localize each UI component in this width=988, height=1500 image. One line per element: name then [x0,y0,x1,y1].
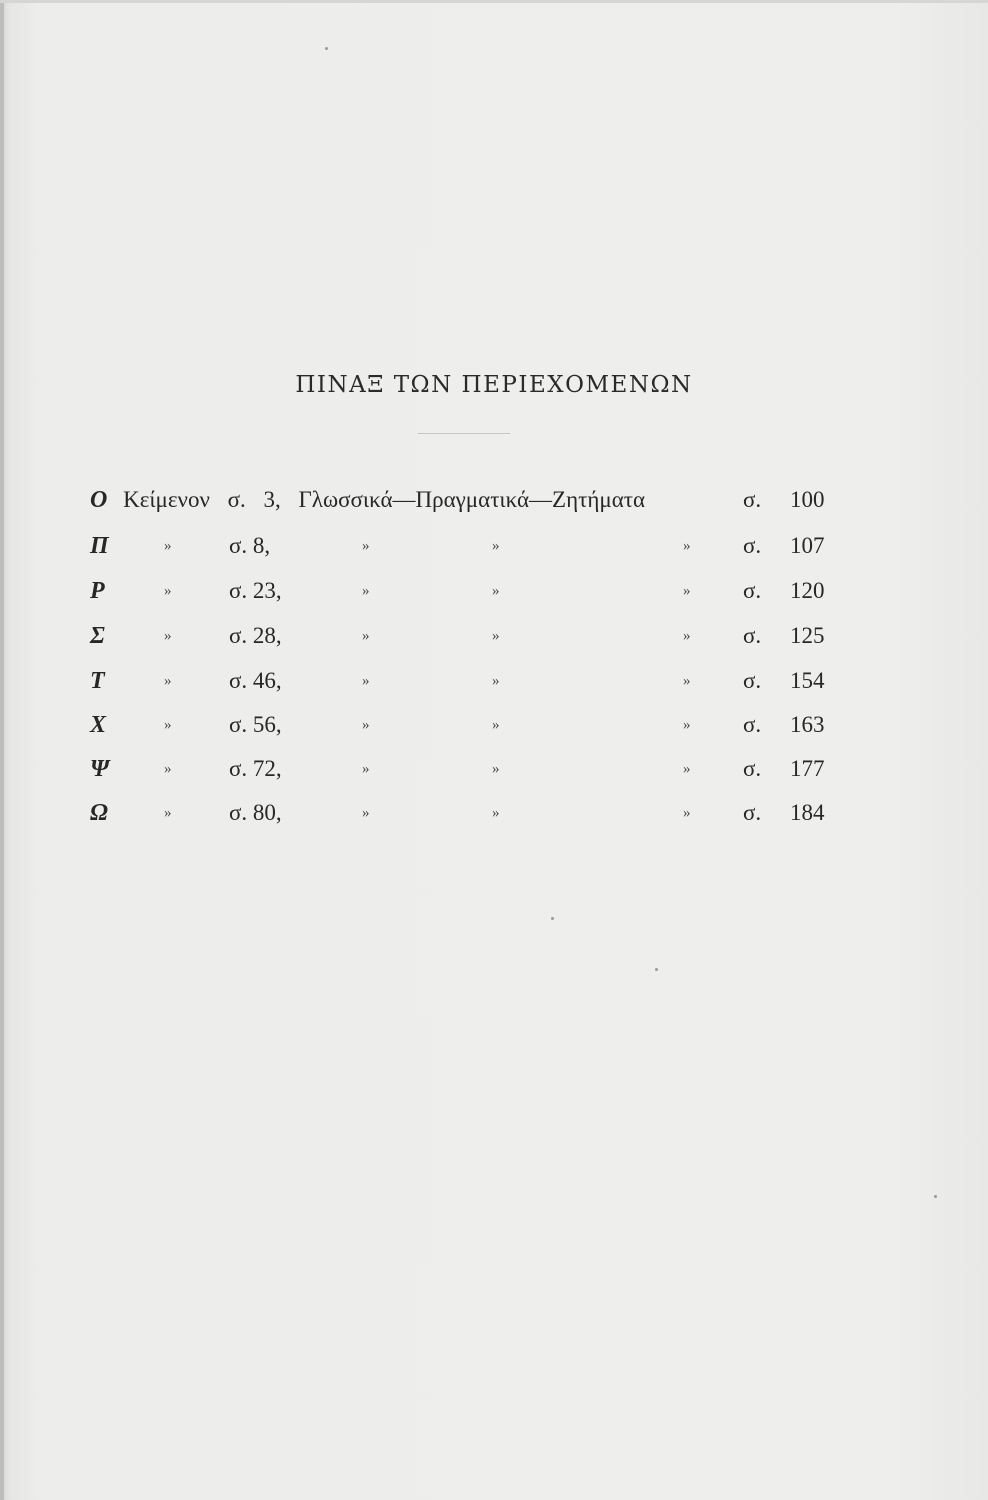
toc-page-number: 163 [790,712,825,737]
ditto-mark: » [492,628,500,644]
toc-page-number: 100 [790,487,825,512]
page-title: ΠΙΝΑΞ ΤΩΝ ΠΕΡΙΕΧΟΜΕΝΩΝ [295,372,693,398]
toc-row-first-text [90,480,645,520]
ditto-mark: » [683,673,691,689]
toc-ref: σ. 8, [229,533,271,558]
ditto-mark: » [492,761,500,777]
ditto-mark: » [492,717,500,733]
toc-page-prefix: σ. [743,800,762,825]
ditto-mark: » [362,583,370,599]
toc-page-prefix: σ. [743,487,762,512]
toc-page-prefix: σ. [743,578,762,603]
toc-ref: σ. 28, [229,623,282,648]
page-top-edge [0,0,988,3]
scan-speck [934,1195,937,1198]
ditto-mark: » [362,628,370,644]
toc-subjects: Γλωσσικά—Πραγματικά—Ζητήματα [298,487,646,512]
toc-letter: Ω [90,800,108,826]
ditto-mark: » [362,717,370,733]
toc-ref: σ. 23, [229,578,282,603]
ditto-mark: » [683,805,691,821]
toc-ref-number: 3, [263,487,281,512]
ditto-mark: » [492,673,500,689]
ditto-mark: » [683,628,691,644]
toc-label: Κείμενον [123,487,210,512]
scan-speck [655,968,658,971]
toc-ref: σ. 46, [229,668,282,693]
toc-page-prefix: σ. [743,712,762,737]
toc-page-prefix: σ. [743,623,762,648]
toc-row [0,793,988,833]
toc-letter: Ρ [90,578,105,604]
toc-row [0,749,988,789]
ditto-mark: » [492,583,500,599]
toc-row [0,705,988,745]
toc-letter: Χ [90,712,107,738]
toc-ref-prefix: σ. [227,487,246,512]
ditto-mark: » [683,717,691,733]
toc-row [0,571,988,611]
scan-speck [325,47,328,50]
ditto-mark: » [683,538,691,554]
toc-letter: Ο [90,487,108,513]
ditto-mark: » [164,628,172,644]
toc-page-number: 154 [790,668,825,693]
ditto-mark: » [492,805,500,821]
ditto-mark: » [492,538,500,554]
toc-ref: σ. 72, [229,756,282,781]
ditto-mark: » [164,717,172,733]
ditto-mark: » [683,761,691,777]
ditto-mark: » [362,538,370,554]
ditto-mark: » [683,583,691,599]
toc-row [0,526,988,566]
ditto-mark: » [164,805,172,821]
ditto-mark: » [164,583,172,599]
ditto-mark: » [362,805,370,821]
toc-page-number: 107 [790,533,825,558]
ditto-mark: » [362,761,370,777]
title-divider [418,433,510,434]
toc-page-number: 177 [790,756,825,781]
ditto-mark: » [164,673,172,689]
toc-page-number: 125 [790,623,825,648]
toc-page-prefix: σ. [743,756,762,781]
toc-page-prefix: σ. [743,668,762,693]
ditto-mark: » [164,761,172,777]
scan-speck [551,917,554,920]
toc-letter: Ψ [90,756,110,782]
toc-letter: Σ [90,623,105,649]
ditto-mark: » [164,538,172,554]
toc-letter: Π [90,533,109,559]
toc-row [0,661,988,701]
toc-row [0,616,988,656]
toc-letter: Τ [90,668,105,694]
toc-ref: σ. 80, [229,800,282,825]
toc-page-number: 120 [790,578,825,603]
ditto-mark: » [362,673,370,689]
toc-row-first [0,480,988,520]
toc-ref: σ. 56, [229,712,282,737]
toc-page-number: 184 [790,800,825,825]
toc-page-prefix: σ. [743,533,762,558]
